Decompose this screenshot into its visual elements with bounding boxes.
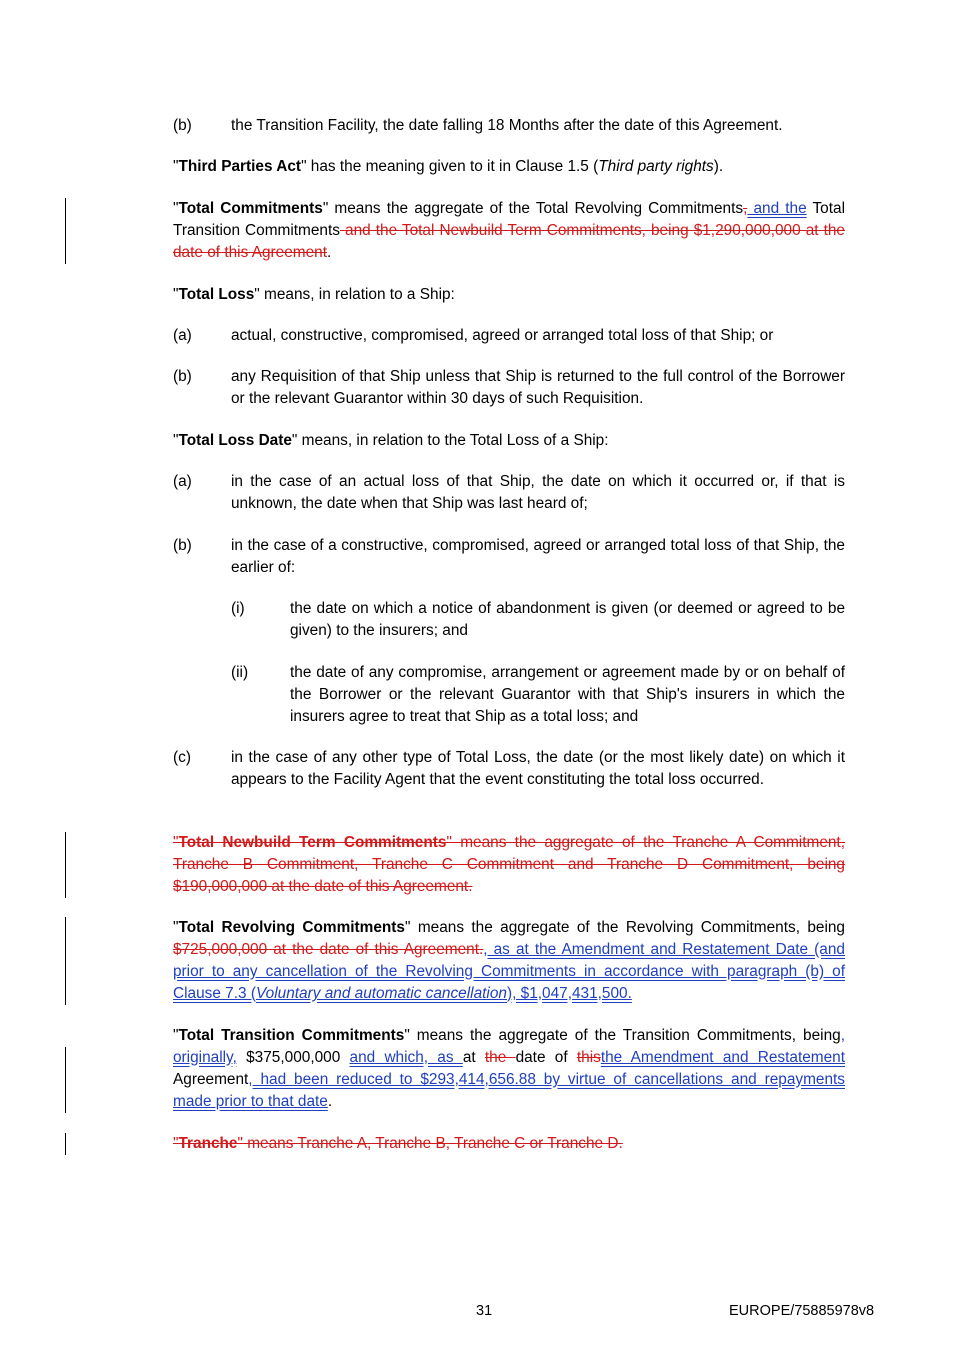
definition-text: date of [515,1049,577,1066]
list-label-b: (b) [173,537,192,554]
definition-text: " means, in relation to a Ship: [254,286,455,303]
definition-text: at [462,1049,485,1066]
definition-total-transition-commitments [173,1025,845,1113]
definition-text: ). [713,158,724,175]
list-label-b: (b) [173,368,192,385]
quote: " [173,432,179,449]
quote: " [173,158,179,175]
definition-text: " means the aggregate of the Revolving Commitments, being [405,919,845,936]
inserted-text: and which, as [349,1049,463,1066]
deleted-text: $725,000,000 at the date of this Agreement. [173,941,484,958]
definition-text: " means the aggregate of the Transition Commitments, being [404,1027,841,1044]
definition-text: " means the aggregate of the Total Revolving Commitments [322,200,744,217]
inserted-text: the Amendment and Restatement [600,1049,846,1066]
quote: " [173,834,179,851]
list-label-a: (a) [173,327,192,344]
inserted-text: , originally, [173,1027,845,1066]
definition-text: Agreement [173,1071,249,1088]
inserted-text: , had been reduced to $293,414,656.88 by virtue of cancellations and repayments made prior to that date [173,1071,845,1110]
definition-text: . [327,244,332,261]
inserted-text: , as at the Amendment and Restatement Date (and prior to any cancellation of the Revolving Commitments in accordance with paragraph (b) of Clause 7.3 ( [173,941,845,1002]
total-loss-date-item-b: in the case of a constructive, compromised, agreed or arranged total loss of that Ship, the earlier of: [231,537,845,576]
document-reference: EUROPE/75885978v8 [729,1303,875,1319]
list-label-a: (a) [173,473,192,490]
definition-text: " has the meaning given to it in Clause 1.5 ( [301,158,599,175]
defined-term: Total Loss [178,286,255,303]
deleted-text: " means the aggregate of the Tranche A Commitment, Tranche B Commitment, Tranche C Commitment and Tranche D Commitment, being $190,000,000 at the date of this Agreement. [173,834,845,895]
list-label-i: (i) [231,600,245,617]
inserted-text: ), $1,047,431,500. [506,985,632,1002]
definition-tranche [173,1133,845,1155]
deleted-text: and the Total Newbuild Term Commitments, being $1,290,000,000 at the date of this Agreement [173,222,845,261]
total-loss-item-a: actual, constructive, compromised, agreed or arranged total loss of that Ship; or [231,327,774,344]
inserted-clause-reference: Voluntary and automatic cancellation [255,985,507,1002]
change-bar-total-newbuild [65,832,66,898]
definition-text: " means, in relation to the Total Loss of a Ship: [291,432,609,449]
definition-total-commitments [173,198,845,264]
definition-text: $375,000,000 [236,1049,350,1066]
defined-term: Total Newbuild Term Commitments [178,834,447,851]
defined-term: Total Revolving Commitments [178,919,405,936]
total-loss-date-item-ii: the date of any compromise, arrangement or agreement made by or on behalf of the Borrower or the relevant Guarantor with that Ship's insurers in which the insurers agree to treat that Ship as a total loss; and [290,664,845,725]
deleted-text: the [484,1049,516,1066]
defined-term: Tranche [178,1135,238,1152]
definition-third-parties-act [173,156,845,178]
deleted-text: , [743,200,748,217]
quote: " [173,286,179,303]
total-loss-item-b: any Requisition of that Ship unless that Ship is returned to the full control of the Borrower or the relevant Guarantor within 30 days of such Requisition. [231,368,845,407]
clause-reference: Third party rights [598,158,714,175]
quote: " [173,1027,179,1044]
definition-total-loss-date [173,430,845,452]
deleted-text: this [576,1049,601,1066]
quote: " [173,200,179,217]
total-loss-date-item-c: in the case of any other type of Total Loss, the date (or the most likely date) on which it appears to the Facility Agent that the event constituting the total loss occurred. [231,749,845,788]
definition-total-revolving-commitments [173,917,845,1005]
definition-total-newbuild-term-commitments [173,832,845,898]
list-label-c: (c) [173,749,191,766]
inserted-text: and the [747,200,807,217]
total-loss-date-item-i: the date on which a notice of abandonment is given (or deemed or agreed to be given) to the insurers; and [290,600,845,639]
transition-facility-item: the Transition Facility, the date falling 18 Months after the date of this Agreement. [231,117,783,134]
definition-total-loss [173,284,845,306]
definition-text: . [327,1093,333,1110]
definition-text: Total Transition Commitments [173,200,845,239]
defined-term: Total Commitments [178,200,323,217]
defined-term: Total Transition Commitments [178,1027,405,1044]
list-label-ii: (ii) [231,664,249,681]
list-label-b: (b) [173,117,192,134]
change-bar-total-commitments [65,198,66,264]
quote: " [173,919,179,936]
defined-term: Total Loss Date [178,432,292,449]
change-bar-total-transition [65,1047,66,1113]
change-bar-total-revolving [65,917,66,1005]
quote: " [173,1135,179,1152]
page-number: 31 [476,1303,493,1319]
total-loss-date-item-a: in the case of an actual loss of that Ship, the date on which it occurred or, if that is unknown, the date when that Ship was last heard of; [231,473,845,512]
deleted-text: " means Tranche A, Tranche B, Tranche C or Tranche D. [237,1135,623,1152]
change-bar-tranche [65,1133,66,1155]
defined-term: Third Parties Act [178,158,302,175]
